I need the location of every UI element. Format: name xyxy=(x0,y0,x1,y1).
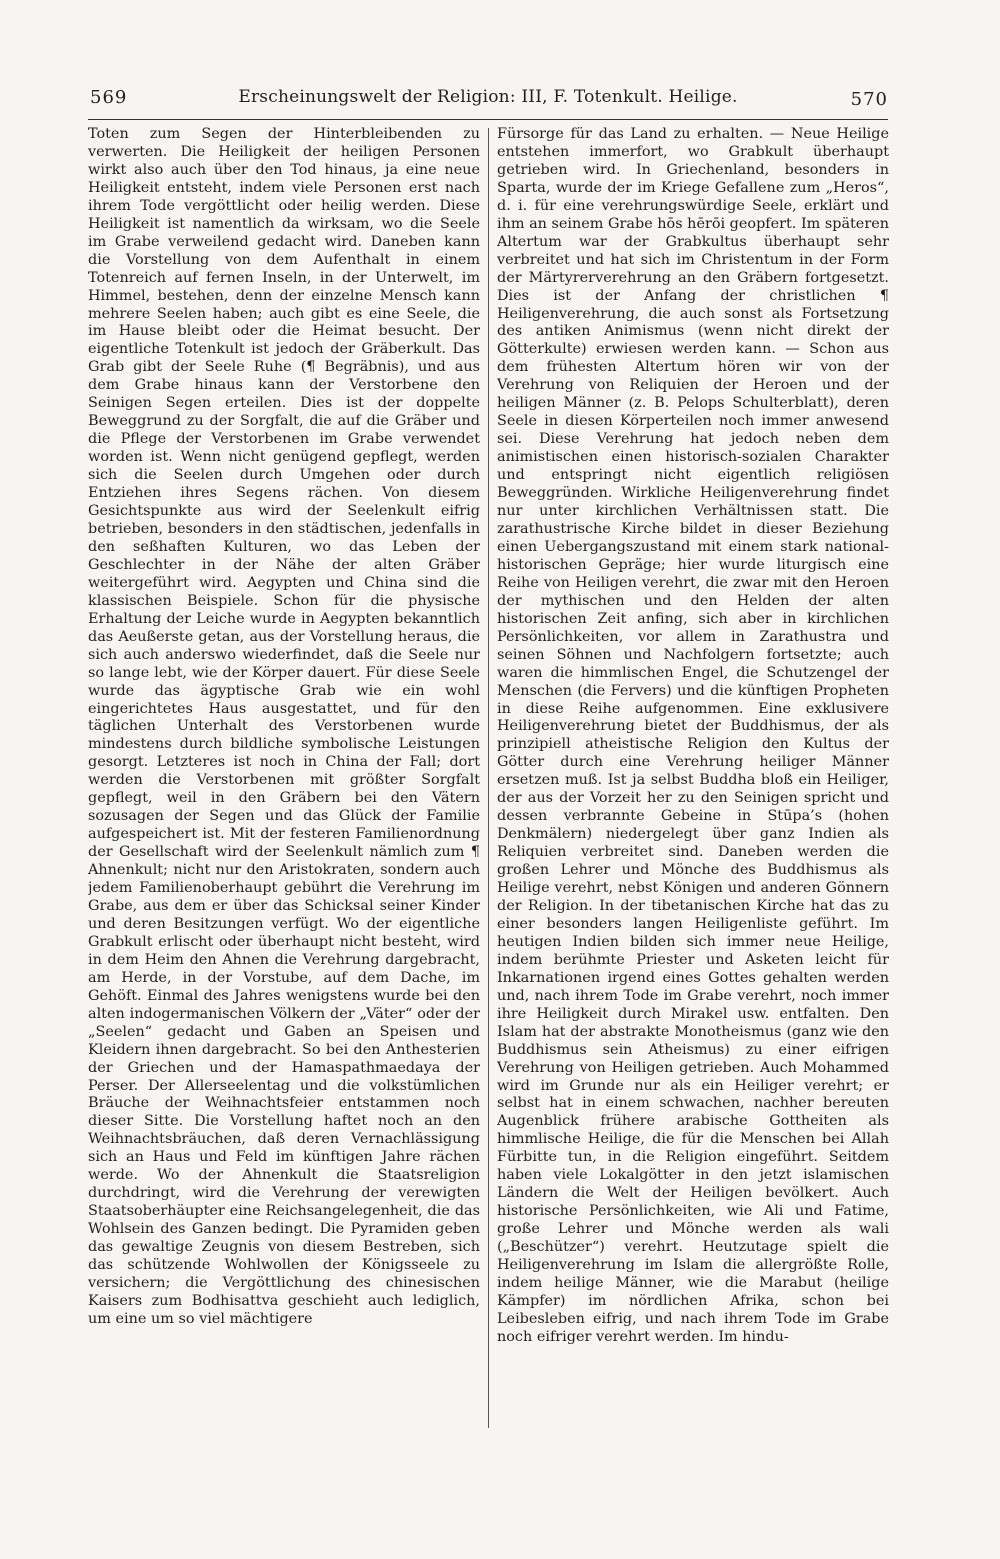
page-number-left: 569 xyxy=(90,87,128,108)
text-column-right xyxy=(497,126,889,1426)
column-text: Toten zum Segen der Hinterbleibenden zu verwerten. Die Heiligkeit der heiligen Personen wirkt also auch über den Tod hinaus, ja eine neue Heiligkeit entsteht, indem viele Personen erst nach ihrem Tode vergöttlicht oder heilig werden. Diese Heiligkeit ist namentlich da wirksam, wo die Seele im Grabe verweilend gedacht wird. Daneben kann die Vorstellung von dem Aufenthalt in einem Totenreich auf fernen Inseln, in der Unterwelt, im Himmel, bestehen, denn der einzelne Mensch kann mehrere Seelen haben; auch gibt es eine Seele, die im Hause bleibt oder die Heimat besucht. Der eigentliche Totenkult ist jedoch der Gräberkult. Das Grab gibt der Seele Ruhe (¶ Begräbnis), und aus dem Grabe hinaus kann der Verstorbene den Seinigen Segen erteilen. Dies ist der doppelte Beweggrund zu der Sorgfalt, die auf die Gräber und die Pflege der Verstorbenen im Grabe verwendet worden ist. Wenn nicht genügend gepflegt, werden sich die Seelen durch Umgehen oder durch Entziehen ihres Segens rächen. Von diesem Gesichtspunkte aus wird der Seelenkult eifrig betrieben, besonders in den städtischen, jedenfalls in den seßhaften Kulturen, wo das Leben der Geschlechter in der Nähe der alten Gräber weitergeführt wird. Aegypten und China sind die klassischen Beispiele. Schon für die physische Erhaltung der Leiche wurde in Aegypten bekanntlich das Aeußerste getan, aus der Vorstellung heraus, die sich auch anderswo wiederfindet, daß die Seele nur so lange lebt, wie der Körper dauert. Für diese Seele wurde das ägyptische Grab wie ein wohl eingerichtetes Haus ausgestattet, und für den täglichen Unterhalt des Verstorbenen wurde mindestens durch bildliche symbolische Leistungen gesorgt. Letzteres ist noch in China der Fall; dort werden die Verstorbenen mit größter Sorgfalt gepflegt, weil in den Gräbern bei den Vätern sozusagen der Segen und das Glück der Familie aufgespeichert ist. Mit der festeren Familienordnung der Gesellschaft wird der Seelenkult nämlich zum ¶ Ahnenkult; nicht nur den Aristokraten, sondern auch jedem Familienoberhaupt gebührt die Verehrung im Grabe, aus dem er über das Schicksal seiner Kinder und deren Besitzungen verfügt. Wo der eigentliche Grabkult erlischt oder überhaupt nicht besteht, wird in dem Heim den Ahnen die Verehrung dargebracht, am Herde, in der Vorstube, auf dem Dache, im Gehöft. Einmal des Jahres wenigstens wurde bei den alten indogermanischen Völkern der „Väter“ oder der „Seelen“ gedacht und Gaben an Speisen und Kleidern ihnen dargebracht. So bei den Anthesterien der Griechen und der Hamaspathmaedaya der Perser. Der Allerseelentag und die volkstümlichen Bräuche der Weihnachtsfeier entstammen noch dieser Sitte. Die Vorstellung haftet noch an den Weihnachtsbräuchen, daß deren Vernachlässigung sich an Haus und Feld im künftigen Jahre rächen werde. Wo der Ahnenkult die Staatsreligion durchdringt, wird die Verehrung der verewigten Staatsoberhäupter eine Reichsangelegenheit, die das Wohlsein des Ganzen bedingt. Die Pyramiden geben das gewaltige Zeugnis von diesem Bestreben, sich das schützende Wohlwollen der Königsseele zu versichern; die Vergöttlichung des chinesischen Kaisers zum Bodhisattva geschieht auch lediglich, um eine um so viel mächtigere xyxy=(88,126,480,1327)
column-text: Fürsorge für das Land zu erhalten. — Neue Heilige entstehen immerfort, wo Grabkult überhaupt getrieben wird. In Griechenland, besonders in Sparta, wurde der im Kriege Gefallene zum „Heros“, d. i. für eine verehrungswürdige Seele, erklärt und ihm an seinem Grabe hōs hērōi geopfert. Im späteren Altertum war der Grabkultus überhaupt sehr verbreitet und hat sich im Christentum in der Form der Märtyrerverehrung an den Gräbern fortgesetzt. Dies ist der Anfang der christlichen ¶ Heiligenverehrung, die auch sonst als Fortsetzung des antiken Animismus (wenn nicht direkt der Götterkulte) erwiesen werden kann. — Schon aus dem frühesten Altertum hören wir von der Verehrung von Reliquien der Heroen und der heiligen Männer (z. B. Pelops Schulterblatt), deren Seele in diesen Körperteilen noch immer anwesend sei. Diese Verehrung hat jedoch neben dem animistischen einen historisch-sozialen Charakter und entspringt nicht eigentlich religiösen Beweggründen. Wirkliche Heiligenverehrung findet nur unter kirchlichen Verhältnissen statt. Die zarathustrische Kirche bildet in dieser Beziehung einen Uebergangszustand mit einem stark national-historischen Gepräge; hier wurde liturgisch eine Reihe von Heiligen verehrt, die zwar mit den Heroen der mythischen und den Helden der alten historischen Zeit anfing, sich aber in kirchlichen Persönlichkeiten, vor allem in Zarathustra und seinen Söhnen und Nachfolgern fortsetzte; auch waren die himmlischen Engel, die Schutzengel der Menschen (die Fervers) und die künftigen Propheten in diese Reihe aufgenommen. Eine exklusivere Heiligenverehrung bietet der Buddhismus, der als prinzipiell atheistische Religion den Kultus der Götter durch eine Verehrung heiliger Männer ersetzen muß. Ist ja selbst Buddha bloß ein Heiliger, der aus der Vorzeit her zu den Seinigen spricht und dessen verbrannte Gebeine in Stūpa’s (hohen Denkmälern) niedergelegt über ganz Indien als Reliquien verbreitet sind. Daneben werden die großen Lehrer und Mönche des Buddhismus als Heilige verehrt, nebst Königen und anderen Gönnern der Religion. In der tibetanischen Kirche hat das zu einer besonders langen Heiligenliste geführt. Im heutigen Indien bilden sich immer neue Heilige, indem berühmte Priester und Asketen leicht für Inkarnationen irgend eines Gottes gehalten werden und, nach ihrem Tode im Grabe verehrt, noch immer ihre Heiligkeit durch Mirakel usw. entfalten. Den Islam hat der abstrakte Monotheismus (ganz wie den Buddhismus sein Atheismus) zu einer eifrigen Verehrung von Heiligen getrieben. Auch Mohammed wird im Grunde nur als ein Heiliger verehrt; er selbst hat in einem schwachen, nachher bereuten Augenblick frühere arabische Gottheiten als himmlische Heilige, die für die Menschen bei Allah Fürbitte tun, in die Religion eingeführt. Seitdem haben viele Lokalgötter in den jetzt islamischen Ländern die Welt der Heiligen bevölkert. Auch historische Persönlichkeiten, wie Ali und Fatime, große Lehrer und Mönche werden als wali („Beschützer“) verehrt. Heutzutage spielt die Heiligenverehrung im Islam die allergrößte Rolle, indem heilige Männer, wie die Marabut (heilige Kämpfer) im nördlichen Afrika, schon bei Leibesleben eifrig, und nach ihrem Tode im Grabe noch eifriger verehrt werden. Im hindu- xyxy=(497,126,889,1345)
column-divider xyxy=(488,128,489,1428)
running-header xyxy=(88,85,888,120)
running-title: Erscheinungswelt der Religion: III, F. Totenkult. Heilige. xyxy=(238,87,738,107)
text-column-left xyxy=(88,126,480,1426)
page-number-right: 570 xyxy=(850,89,888,110)
